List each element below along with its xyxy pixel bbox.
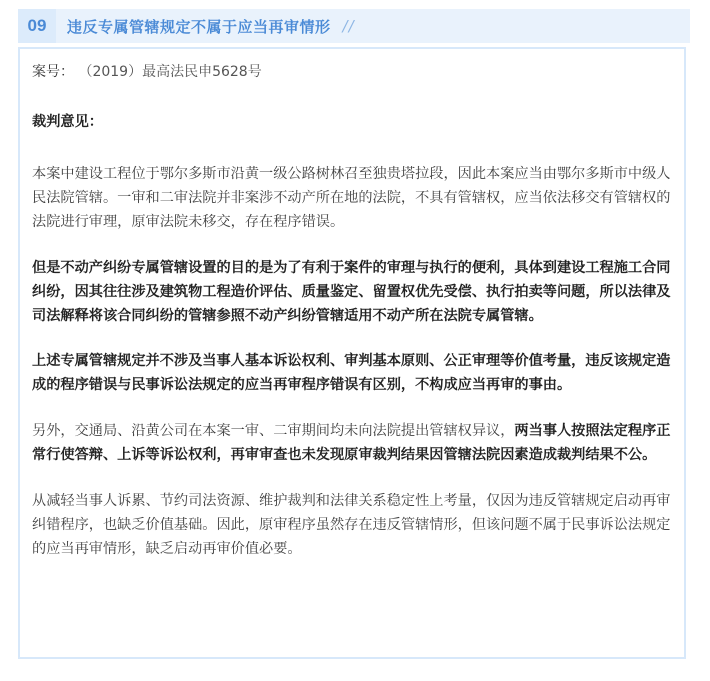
opinion-heading: 裁判意见：: [32, 114, 103, 130]
case-number-value: （2019）最高法民申5628号: [78, 64, 262, 80]
section-number: 09: [18, 9, 56, 43]
case-number-label: 案号：: [32, 64, 74, 80]
section-header: [18, 9, 690, 43]
paragraph-4: [32, 419, 672, 467]
paragraph-3: 上述专属管辖规定并不涉及当事人基本诉讼权利、审判基本原则、公正审理等价值考量，违反该规定造成的程序错误与民事诉讼法规定的应当再审程序错误有区别，不构成应当再审的事由。: [32, 353, 671, 393]
paragraph-2: 但是不动产纠纷专属管辖设置的目的是为了有利于案件的审理与执行的便利，具体到建设工程施工合同纠纷，因其往往涉及建筑物工程造价评估、质量鉴定、留置权优先受偿、执行拍卖等问题，所以法律及司法解释将该合同纠纷的管辖参照不动产纠纷管辖适用不动产所在法院专属管辖。: [32, 260, 671, 324]
case-number: [32, 61, 672, 83]
paragraph-4-bold: 两当事人按照法定程序正常行使答辩、上诉等诉讼权利，再审审查也未发现原审裁判结果因管辖法院因素造成裁判结果不公。: [32, 423, 671, 463]
content-box: [18, 47, 686, 659]
paragraph-5: 从减轻当事人诉累、节约司法资源、维护裁判和法律关系稳定性上考量，仅因为违反管辖规定启动再审纠错程序，也缺乏价值基础。因此，原审程序虽然存在违反管辖情形，但该问题不属于民事诉讼法规定的应当再审情形，缺乏启动再审价值必要。: [32, 493, 671, 557]
slash-decoration: //: [342, 17, 355, 35]
paragraph-4-normal: 另外，交通局、沿黄公司在本案一审、二审期间均未向法院提出管辖权异议，: [32, 423, 515, 439]
paragraph-1: 本案中建设工程位于鄂尔多斯市沿黄一级公路树林召至独贵塔拉段，因此本案应当由鄂尔多斯市中级人民法院管辖。一审和二审法院并非案涉不动产所在地的法院，不具有管辖权，应当依法移交有管辖权的法院进行审理，原审法院未移交，存在程序错误。: [32, 166, 671, 230]
section-title: 违反专属管辖规定不属于应当再审情形: [67, 17, 331, 36]
